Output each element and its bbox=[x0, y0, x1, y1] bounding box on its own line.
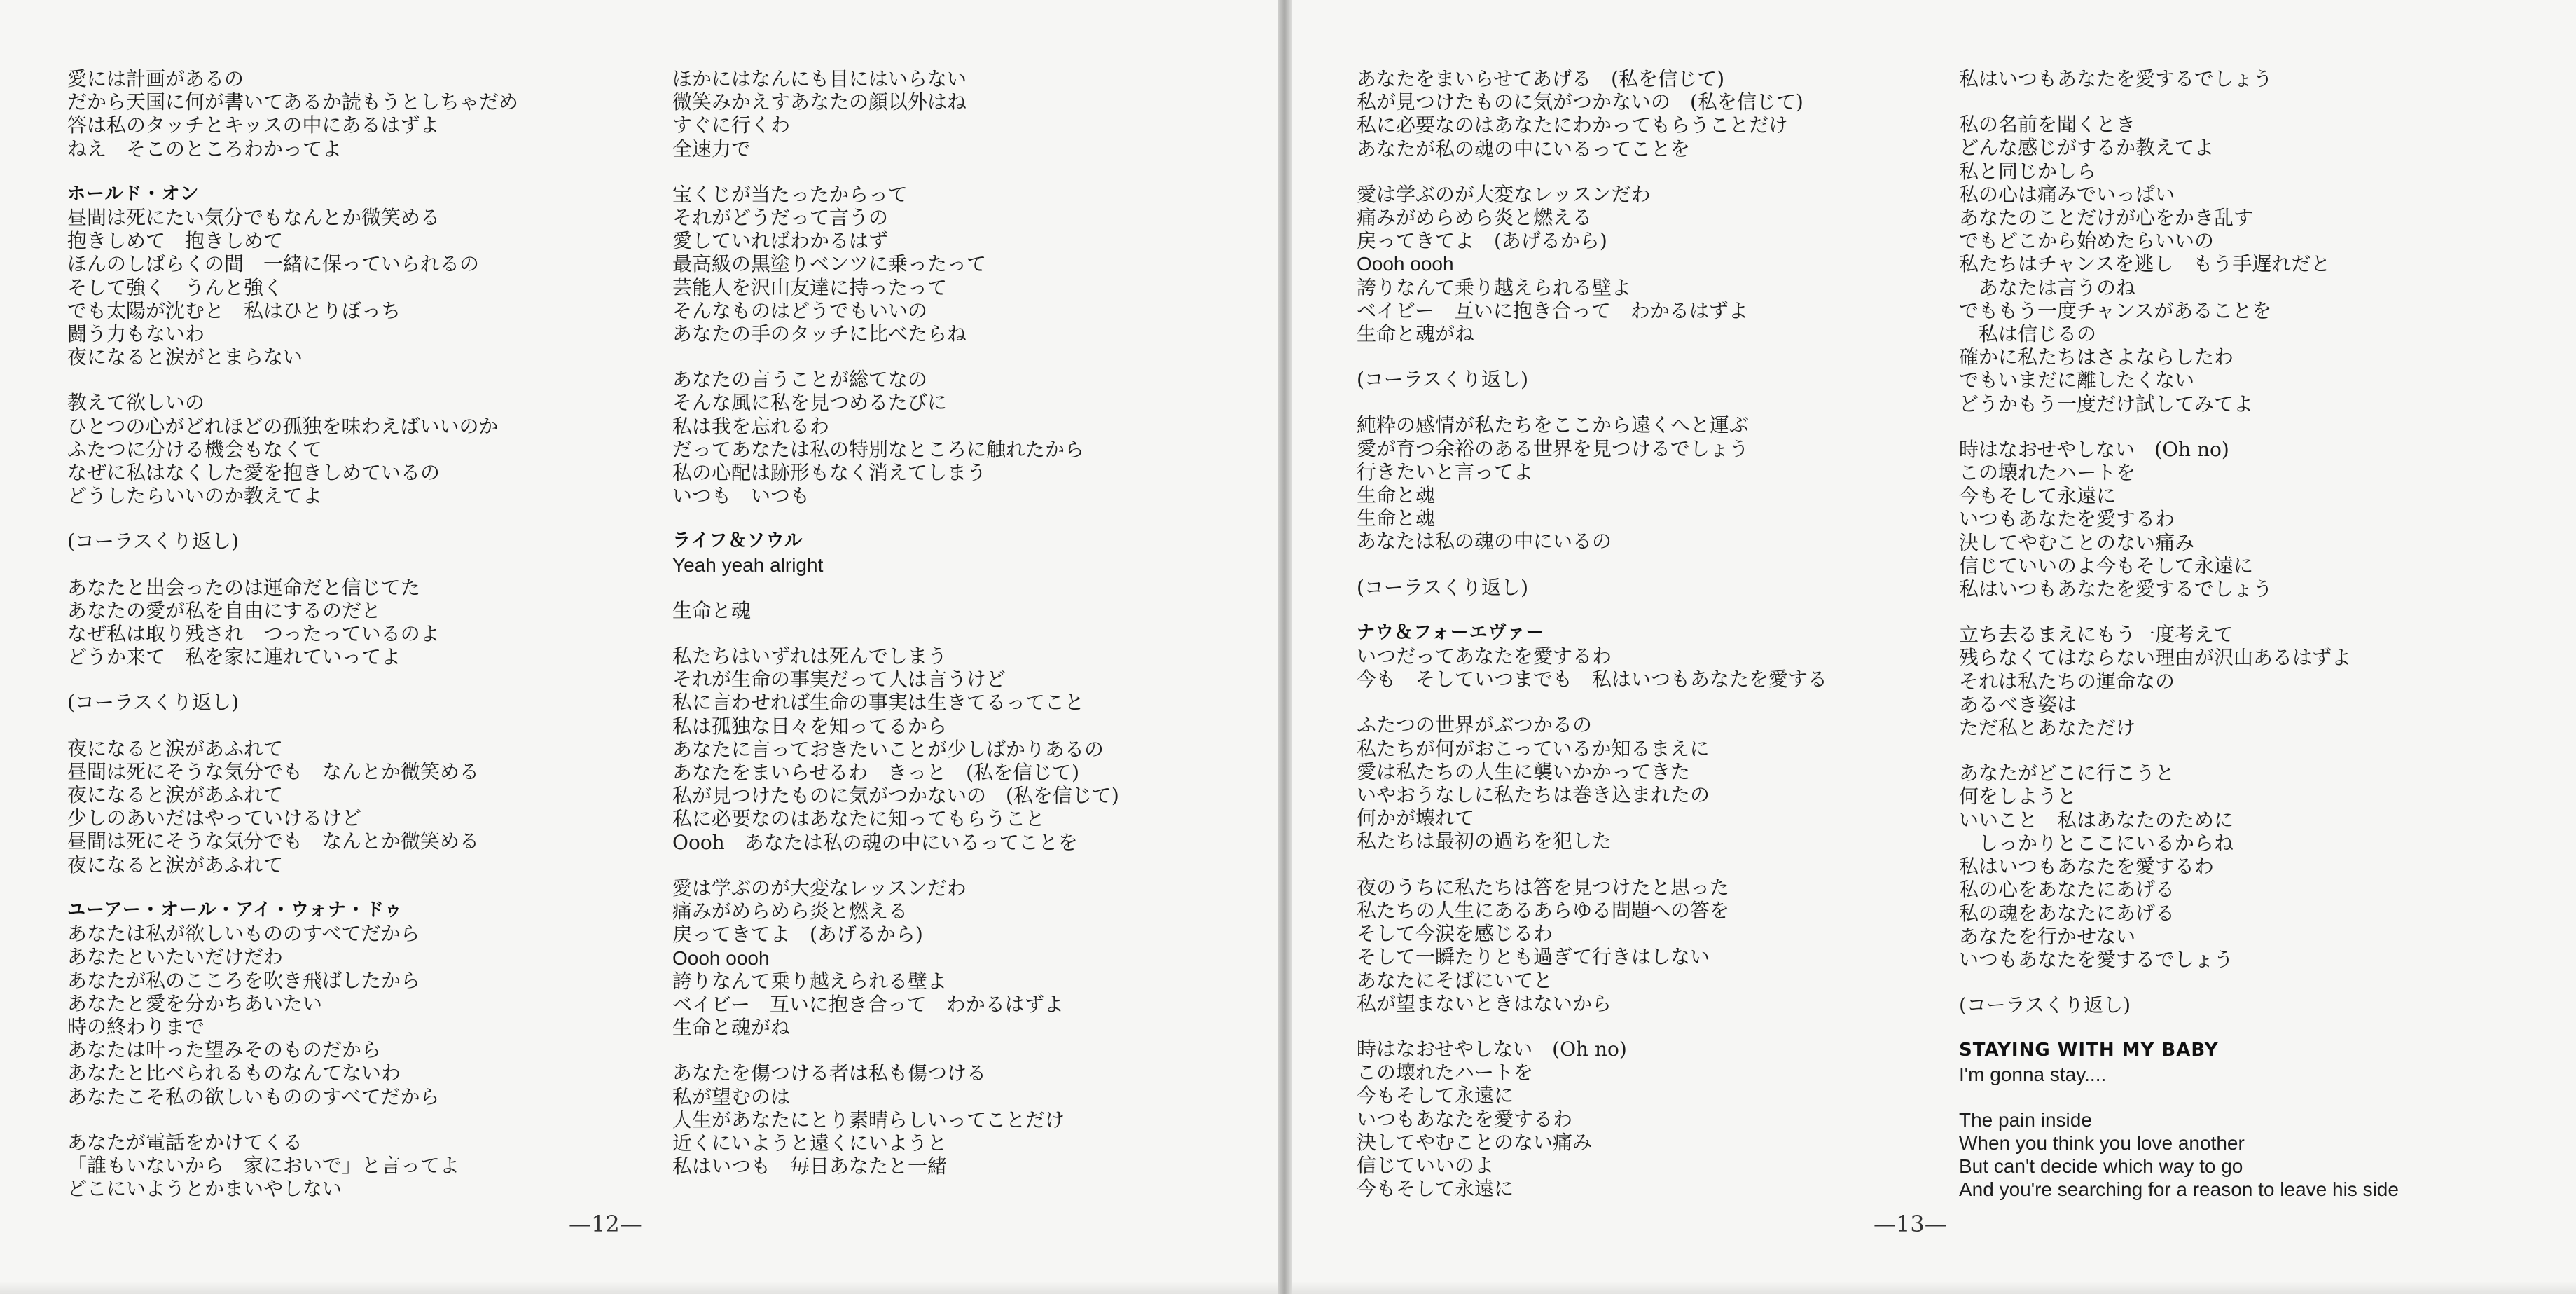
lyric-line: 抱きしめて 抱きしめて bbox=[67, 229, 284, 253]
lyric-line: どこにいようとかまいやしない bbox=[67, 1177, 342, 1201]
lyric-line: でもいまだに離したくない bbox=[1959, 369, 2195, 392]
lyric-line: Oooh oooh bbox=[672, 947, 770, 969]
lyric-line: あなたの手のタッチに比べたらね bbox=[672, 322, 967, 346]
lyric-line: いつだってあなたを愛するわ bbox=[1357, 645, 1612, 668]
lyric-line: それは私たちの運命なの bbox=[1959, 669, 2175, 693]
lyric-line: あなたをまいらせてあげる (私を信じて) bbox=[1357, 67, 1725, 90]
lyric-line: 生命と魂 bbox=[1357, 507, 1436, 530]
page-12 bbox=[0, 0, 1278, 1294]
lyric-line: Oooh あなたは私の魂の中にいるってことを bbox=[672, 830, 1078, 854]
lyric-line: あなたが私のこころを吹き飛ばしたから bbox=[67, 968, 421, 992]
lyric-line: なぜ私は取り残され つったっているのよ bbox=[67, 622, 440, 646]
lyric-line: 愛は私たちの人生に襲いかかってきた bbox=[1357, 759, 1691, 783]
song-title: ナウ＆フォーエヴァー bbox=[1357, 621, 1545, 643]
lyric-line: And you're searching for a reason to leave his side bbox=[1959, 1178, 2399, 1201]
lyric-line: 信じていいのよ今もそして永遠に bbox=[1959, 553, 2254, 577]
lyric-line: どうしたらいいのか教えてよ bbox=[67, 484, 323, 508]
lyric-line: 私に必要なのはあなたに知ってもらうこと bbox=[672, 807, 1046, 831]
lyric-line: 夜のうちに私たちは答を見つけたと思った bbox=[1357, 875, 1730, 899]
lyric-stanza bbox=[1357, 67, 1827, 160]
lyric-line: でもどこから始めたらいいの bbox=[1959, 229, 2215, 253]
lyric-stanza bbox=[672, 67, 1119, 160]
lyric-line: いつもあなたを愛するでしょう bbox=[1959, 947, 2234, 971]
lyric-line: いつも いつも bbox=[672, 484, 810, 508]
lyric-stanza bbox=[1357, 576, 1827, 599]
lyric-line: いやおうなしに私たちは巻き込まれたの bbox=[1357, 783, 1710, 807]
lyric-line: ベイビー 互いに抱き合って わかるはずよ bbox=[1357, 298, 1748, 322]
lyric-line: この壊れたハートを bbox=[1959, 461, 2136, 485]
lyric-line: 今もそして永遠に bbox=[1959, 484, 2117, 508]
lyric-stanza bbox=[672, 645, 1119, 854]
lyric-stanza bbox=[67, 576, 518, 669]
lyric-line: 時はなおせやしない (Oh no) bbox=[1959, 437, 2229, 461]
lyric-line: 夜になると涙があふれて bbox=[67, 853, 284, 876]
lyric-line: あなたにそばにいてと bbox=[1357, 968, 1553, 992]
lyric-line: 夜になると涙があふれて bbox=[67, 783, 284, 807]
lyric-stanza bbox=[672, 876, 1119, 1039]
lyric-stanza bbox=[1357, 368, 1827, 391]
lyric-line: 私が望むのは bbox=[672, 1085, 791, 1108]
lyric-line: 今もそして永遠に bbox=[1357, 1084, 1514, 1108]
lyric-line: 時はなおせやしない (Oh no) bbox=[1357, 1037, 1627, 1061]
lyric-line: あなたが電話をかけてくる bbox=[67, 1130, 303, 1154]
lyric-stanza bbox=[1357, 713, 1827, 853]
lyric-line: あなたのことだけが心をかき乱す bbox=[1959, 206, 2254, 230]
lyric-stanza bbox=[1959, 438, 2399, 600]
lyric-line: どうか来て 私を家に連れていってよ bbox=[67, 645, 401, 669]
lyric-line: なぜに私はなくした愛を抱きしめているの bbox=[67, 461, 441, 485]
lyric-line: でももう一度チャンスがあることを bbox=[1959, 298, 2272, 322]
song-title: ライフ＆ソウル bbox=[672, 530, 803, 552]
lyric-line: 私たちの人生にあるあらゆる問題への答を bbox=[1357, 898, 1730, 922]
lyric-stanza bbox=[1959, 67, 2399, 90]
lyric-stanza bbox=[672, 530, 1119, 576]
lyric-line: 夜になると涙がとまらない bbox=[67, 345, 303, 369]
lyric-line: 私に必要なのはあなたにわかってもらうことだけ bbox=[1357, 113, 1789, 137]
lyric-line: 私は我を忘れるわ bbox=[672, 414, 830, 438]
lyric-stanza bbox=[67, 1131, 518, 1201]
song-title: STAYING WITH MY BABY bbox=[1959, 1040, 2219, 1061]
lyric-line: The pain inside bbox=[1959, 1108, 2092, 1131]
lyric-line: そして一瞬たりとも過ぎて行きはしない bbox=[1357, 945, 1710, 969]
lyric-line: 教えて欲しいの bbox=[67, 391, 205, 415]
lyric-line: 生命と魂 bbox=[1357, 483, 1436, 507]
lyric-line: そして強く うんと強く bbox=[67, 275, 284, 299]
lyric-line: ベイビー 互いに抱き合って わかるはずよ bbox=[672, 992, 1064, 1016]
lyric-line: どんな感じがするか教えてよ bbox=[1959, 136, 2215, 160]
lyric-stanza bbox=[1959, 623, 2399, 739]
lyric-line: 愛は学ぶのが大変なレッスンだわ bbox=[1357, 182, 1651, 206]
lyric-line: でも太陽が沈むと 私はひとりぼっち bbox=[67, 298, 401, 322]
lyric-stanza bbox=[672, 183, 1119, 345]
lyric-stanza bbox=[1959, 993, 2399, 1017]
lyric-line: 決してやむことのない痛み bbox=[1357, 1130, 1593, 1154]
lyric-line: それが生命の事実だって人は言うけど bbox=[672, 668, 1006, 691]
lyric-line: 私たちが何がおこっているか知るまえに bbox=[1357, 736, 1710, 760]
lyric-line: 少しのあいだはやっていけるけど bbox=[67, 806, 362, 830]
lyric-line: 愛が育つ余裕のある世界を見つけるでしょう bbox=[1357, 436, 1749, 460]
lyric-stanza bbox=[67, 391, 518, 507]
page-number: —13— bbox=[1874, 1211, 1947, 1237]
lyric-line: あなたこそ私の欲しいもののすべてだから bbox=[67, 1085, 440, 1108]
lyric-line: ほんのしばらくの間 一緒に保っていられるの bbox=[67, 252, 480, 276]
lyric-line: 愛は学ぶのが大変なレッスンだわ bbox=[672, 876, 967, 900]
lyric-line: 近くにいようと遠くにいようと bbox=[672, 1131, 948, 1155]
lyric-line: あなたを傷つける者は私も傷つける bbox=[672, 1061, 987, 1085]
lyric-line: 私たちは最初の過ちを犯した bbox=[1357, 830, 1612, 853]
lyric-line: いいこと 私はあなたのために bbox=[1959, 808, 2234, 832]
lyric-line: 全速力で bbox=[672, 137, 752, 160]
lyric-line: あなたに言っておきたいことが少しばかりあるの bbox=[672, 737, 1105, 761]
lyric-line: 人生があなたにとり素晴らしいってことだけ bbox=[672, 1108, 1065, 1131]
lyric-line: 私たちはチャンスを逃し もう手遅れだと bbox=[1959, 252, 2331, 276]
lyric-line: 信じていいのよ bbox=[1357, 1153, 1495, 1177]
lyric-line: 私の心は痛みでいっぱい bbox=[1959, 182, 2175, 206]
lyric-line: 私が望まないときはないから bbox=[1357, 991, 1612, 1015]
lyric-stanza bbox=[67, 530, 518, 553]
lyrics-column bbox=[1959, 67, 2399, 1224]
lyric-line: 夜になると涙があふれて bbox=[67, 736, 284, 760]
lyric-stanza bbox=[1357, 876, 1827, 1015]
page-13 bbox=[1292, 0, 2576, 1294]
lyric-line: いつもあなたを愛するわ bbox=[1959, 507, 2175, 531]
lyric-line: Yeah yeah alright bbox=[672, 553, 824, 576]
lyric-line: ふたつの世界がぶつかるの bbox=[1357, 713, 1593, 737]
lyric-line: (コーラスくり返し) bbox=[1959, 993, 2131, 1017]
lyric-line: そんなものはどうでもいいの bbox=[672, 298, 928, 322]
lyric-stanza bbox=[67, 67, 518, 160]
lyric-line: あなたの言うことが総てなの bbox=[672, 368, 928, 392]
lyric-stanza bbox=[1959, 762, 2399, 971]
lyric-stanza bbox=[672, 368, 1119, 507]
lyric-line: 生命と魂がね bbox=[672, 1016, 791, 1040]
lyric-line: 愛には計画があるの bbox=[67, 67, 244, 90]
lyric-line: あなたの愛が私を自由にするのだと bbox=[67, 598, 382, 622]
lyric-line: 何かが壊れて bbox=[1357, 806, 1475, 830]
lyric-line: 愛していればわかるはず bbox=[672, 229, 889, 253]
lyric-line: 私の心をあなたにあげる bbox=[1959, 878, 2175, 902]
lyric-line: あなたは私が欲しいもののすべてだから bbox=[67, 922, 420, 946]
lyric-stanza bbox=[67, 691, 518, 714]
lyric-line: どうかもう一度だけ試してみてよ bbox=[1959, 392, 2254, 415]
lyric-stanza bbox=[1357, 1038, 1827, 1200]
lyric-line: そして今涙を感じるわ bbox=[1357, 922, 1553, 946]
lyric-stanza bbox=[1959, 113, 2399, 415]
lyric-line: 芸能人を沢山友達に持ったって bbox=[672, 275, 948, 299]
lyric-line: あなたが私の魂の中にいるってことを bbox=[1357, 137, 1691, 160]
lyric-stanza bbox=[1959, 1108, 2399, 1202]
lyric-line: あなたがどこに行こうと bbox=[1959, 762, 2175, 785]
lyric-line: (コーラスくり返し) bbox=[67, 691, 240, 715]
lyric-stanza bbox=[1357, 413, 1827, 553]
lyric-stanza bbox=[672, 1061, 1119, 1178]
lyric-line: 生命と魂がね bbox=[1357, 322, 1475, 346]
lyric-line: 昼間は死にたい気分でもなんとか微笑める bbox=[67, 206, 441, 230]
lyric-line: ひとつの心がどれほどの孤独を味わえばいいのか bbox=[67, 414, 499, 438]
lyric-line: 痛みがめらめら炎と燃える bbox=[1357, 206, 1593, 230]
lyric-line: 私はいつもあなたを愛するでしょう bbox=[1959, 67, 2273, 90]
lyric-line: 私たちはいずれは死んでしまう bbox=[672, 645, 948, 668]
lyric-line: 私はいつもあなたを愛するわ bbox=[1959, 855, 2215, 879]
lyrics-column bbox=[67, 67, 518, 1223]
lyric-line: 誇りなんて乗り越えられる壁よ bbox=[1357, 275, 1632, 299]
lyric-stanza bbox=[672, 599, 1119, 622]
lyric-line: 時の終わりまで bbox=[67, 1014, 205, 1038]
lyric-line: 残らなくてはならない理由が沢山あるはずよ bbox=[1959, 646, 2352, 670]
lyric-line: ただ私とあなただけ bbox=[1959, 716, 2136, 740]
lyric-line: だってあなたは私の特別なところに触れたから bbox=[672, 437, 1085, 461]
song-title: ユーアー・オール・アイ・ウォナ・ドゥ bbox=[67, 899, 403, 921]
page-number: —12— bbox=[569, 1211, 642, 1237]
lyric-line: あるべき姿は bbox=[1959, 692, 2077, 716]
lyric-line: (コーラスくり返し) bbox=[1357, 368, 1529, 392]
lyric-line: 私が見つけたものに気がつかないの (私を信じて) bbox=[1357, 90, 1803, 114]
lyric-line: 何をしようと bbox=[1959, 785, 2077, 808]
lyric-stanza bbox=[1357, 183, 1827, 345]
lyric-line: 痛みがめらめら炎と燃える bbox=[672, 900, 908, 923]
lyric-line: 私は孤独な日々を知ってるから bbox=[672, 714, 948, 738]
lyric-line: 私の魂をあなたにあげる bbox=[1959, 901, 2175, 925]
lyric-stanza bbox=[67, 899, 518, 1108]
lyric-line: そんな風に私を見つめるたびに bbox=[672, 391, 948, 415]
lyric-line: 私の心配は跡形もなく消えてしまう bbox=[672, 461, 987, 485]
lyric-line: ほかにはなんにも目にはいらない bbox=[672, 67, 967, 90]
lyric-line: 戻ってきてよ (あげるから) bbox=[672, 923, 923, 947]
lyric-line: 私に言わせれば生命の事実は生きてるってこと bbox=[672, 691, 1085, 715]
lyric-line: When you think you love another bbox=[1959, 1131, 2245, 1154]
lyric-line: 決してやむことのない痛み bbox=[1959, 530, 2195, 554]
lyric-line: 戻ってきてよ (あげるから) bbox=[1357, 229, 1607, 253]
lyric-line: しっかりとここにいるからね bbox=[1959, 831, 2234, 855]
lyric-line: ふたつに分ける機会もなくて bbox=[67, 437, 323, 461]
lyric-line: 誇りなんて乗り越えられる壁よ bbox=[672, 969, 948, 993]
lyric-line: 行きたいと言ってよ bbox=[1357, 460, 1534, 483]
lyrics-column bbox=[672, 67, 1119, 1200]
lyric-line: あなたを行かせない bbox=[1959, 924, 2136, 948]
lyric-line: あなたと愛を分かちあいたい bbox=[67, 991, 323, 1015]
lyric-line: 闘う力もないわ bbox=[67, 322, 205, 346]
lyric-line: あなたといたいだけだわ bbox=[67, 945, 284, 969]
lyric-line: 私が見つけたものに気がつかないの (私を信じて) bbox=[672, 784, 1119, 808]
lyric-line: すぐに行くわ bbox=[672, 113, 791, 137]
lyric-line: 私はいつも 毎日あなたと一緒 bbox=[672, 1155, 948, 1178]
lyric-line: この壊れたハートを bbox=[1357, 1061, 1534, 1085]
lyric-line: 微笑みかえすあなたの顔以外はね bbox=[672, 90, 967, 114]
binding-gutter bbox=[1278, 0, 1292, 1294]
lyric-line: But can't decide which way to go bbox=[1959, 1155, 2243, 1178]
lyric-line: ねえ そこのところわかってよ bbox=[67, 137, 342, 160]
lyric-line: 私と同じかしら bbox=[1959, 159, 2097, 183]
lyric-line: 生命と魂 bbox=[672, 598, 752, 622]
lyric-line: 昼間は死にそうな気分でも なんとか微笑める bbox=[67, 830, 480, 853]
lyric-line: (コーラスくり返し) bbox=[67, 530, 240, 553]
lyric-line: (コーラスくり返し) bbox=[1357, 575, 1529, 599]
lyrics-column bbox=[1357, 67, 1827, 1223]
lyric-line: 宝くじが当たったからって bbox=[672, 182, 908, 206]
lyric-line: 私はいつもあなたを愛するでしょう bbox=[1959, 577, 2273, 601]
lyric-line: それがどうだって言うの bbox=[672, 206, 889, 230]
lyric-stanza bbox=[67, 183, 518, 369]
lyric-line: いつもあなたを愛するわ bbox=[1357, 1107, 1573, 1131]
lyric-line: あなたは言うのね bbox=[1959, 275, 2136, 299]
lyric-line: 最高級の黒塗りベンツに乗ったって bbox=[672, 252, 987, 276]
lyric-line: あなたは叶った望みそのものだから bbox=[67, 1038, 382, 1062]
lyric-line: 今もそして永遠に bbox=[1357, 1177, 1514, 1201]
lyric-line: 立ち去るまえにもう一度考えて bbox=[1959, 623, 2234, 647]
lyric-line: あなたは私の魂の中にいるの bbox=[1357, 530, 1612, 553]
lyric-line: 確かに私たちはさよならしたわ bbox=[1959, 345, 2234, 369]
lyric-line: 「誰もいないから 家においで」と言ってよ bbox=[67, 1153, 460, 1177]
lyric-stanza bbox=[67, 737, 518, 876]
lyric-line: 純粋の感情が私たちをここから遠くへと運ぶ bbox=[1357, 413, 1750, 437]
lyric-stanza bbox=[1357, 621, 1827, 691]
lyric-line: 私の名前を聞くとき bbox=[1959, 113, 2136, 137]
lyric-line: あなたと出会ったのは運命だと信じてた bbox=[67, 575, 421, 599]
lyric-line: I'm gonna stay.... bbox=[1959, 1063, 2107, 1085]
lyric-line: 答は私のタッチとキッスの中にあるはずよ bbox=[67, 113, 440, 137]
lyric-stanza bbox=[1959, 1039, 2399, 1085]
lyric-line: Oooh oooh bbox=[1357, 253, 1454, 275]
lyric-line: だから天国に何が書いてあるか読もうとしちゃだめ bbox=[67, 90, 519, 114]
song-title: ホールド・オン bbox=[67, 183, 200, 205]
lyric-line: あなたと比べられるものなんてないわ bbox=[67, 1061, 401, 1085]
lyric-line: 私は信じるの bbox=[1959, 322, 2097, 346]
lyric-line: 昼間は死にそうな気分でも なんとか微笑める bbox=[67, 759, 480, 783]
lyric-line: あなたをまいらせるわ きっと (私を信じて) bbox=[672, 761, 1080, 785]
lyric-line: 今も そしていつまでも 私はいつもあなたを愛する bbox=[1357, 668, 1828, 691]
